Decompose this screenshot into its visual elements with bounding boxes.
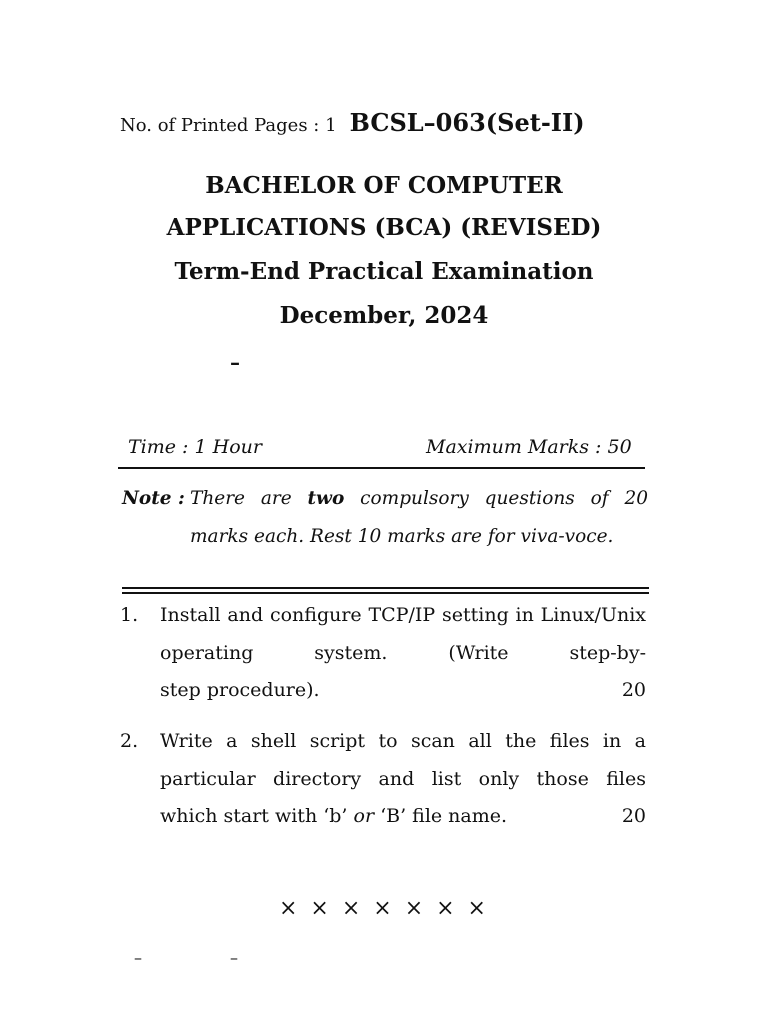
course-code: BCSL–063(Set-II) <box>349 108 585 137</box>
question-text-end: step procedure). <box>160 679 320 701</box>
question-1 <box>120 597 646 710</box>
note <box>122 480 648 555</box>
question-number: 1. <box>120 604 139 626</box>
time-allowed: Time : 1 Hour <box>128 436 262 458</box>
note-text-after: compulsory questions of 20 marks each. Rest 10 marks are for viva-voce. <box>190 488 648 547</box>
question-text-end <box>160 798 507 836</box>
double-rule-top <box>122 587 649 589</box>
footer-dash-right: – <box>230 948 238 967</box>
exam-date: December, 2024 <box>279 302 489 329</box>
end-of-paper-marks: × × × × × × × <box>279 896 489 921</box>
divider <box>118 467 645 469</box>
printed-pages: No. of Printed Pages : 1 <box>120 115 337 136</box>
double-rule-bottom <box>122 592 649 594</box>
question-2 <box>120 723 646 836</box>
title-line-1: BACHELOR OF COMPUTER <box>205 172 563 199</box>
exam-title: Term-End Practical Examination <box>174 258 594 285</box>
note-text <box>190 480 648 555</box>
question-text-part: which start with ‘b’ <box>160 805 354 827</box>
header-line <box>120 108 660 137</box>
question-number: 2. <box>120 730 139 752</box>
question-marks: 20 <box>621 679 646 701</box>
question-text-or: or <box>353 805 375 827</box>
question-text: Install and configure TCP/IP setting in Linux/Unix operating system. (Write step-by- <box>160 604 646 664</box>
dash-mark: – <box>230 350 240 374</box>
question-last-line <box>160 672 646 710</box>
question-text: Write a shell script to scan all the files in a particular directory and list only those files <box>160 730 646 790</box>
note-label: Note : <box>122 488 185 509</box>
title-line-2: APPLICATIONS (BCA) (REVISED) <box>166 214 602 241</box>
question-last-line <box>160 798 646 836</box>
maximum-marks: Maximum Marks : 50 <box>426 436 632 458</box>
note-emphasis: two <box>307 488 345 509</box>
question-marks: 20 <box>621 805 646 827</box>
footer-dash-left: – <box>134 948 142 967</box>
note-text-before: There are <box>190 488 308 509</box>
question-text-part: ‘B’ file name. <box>374 805 508 827</box>
